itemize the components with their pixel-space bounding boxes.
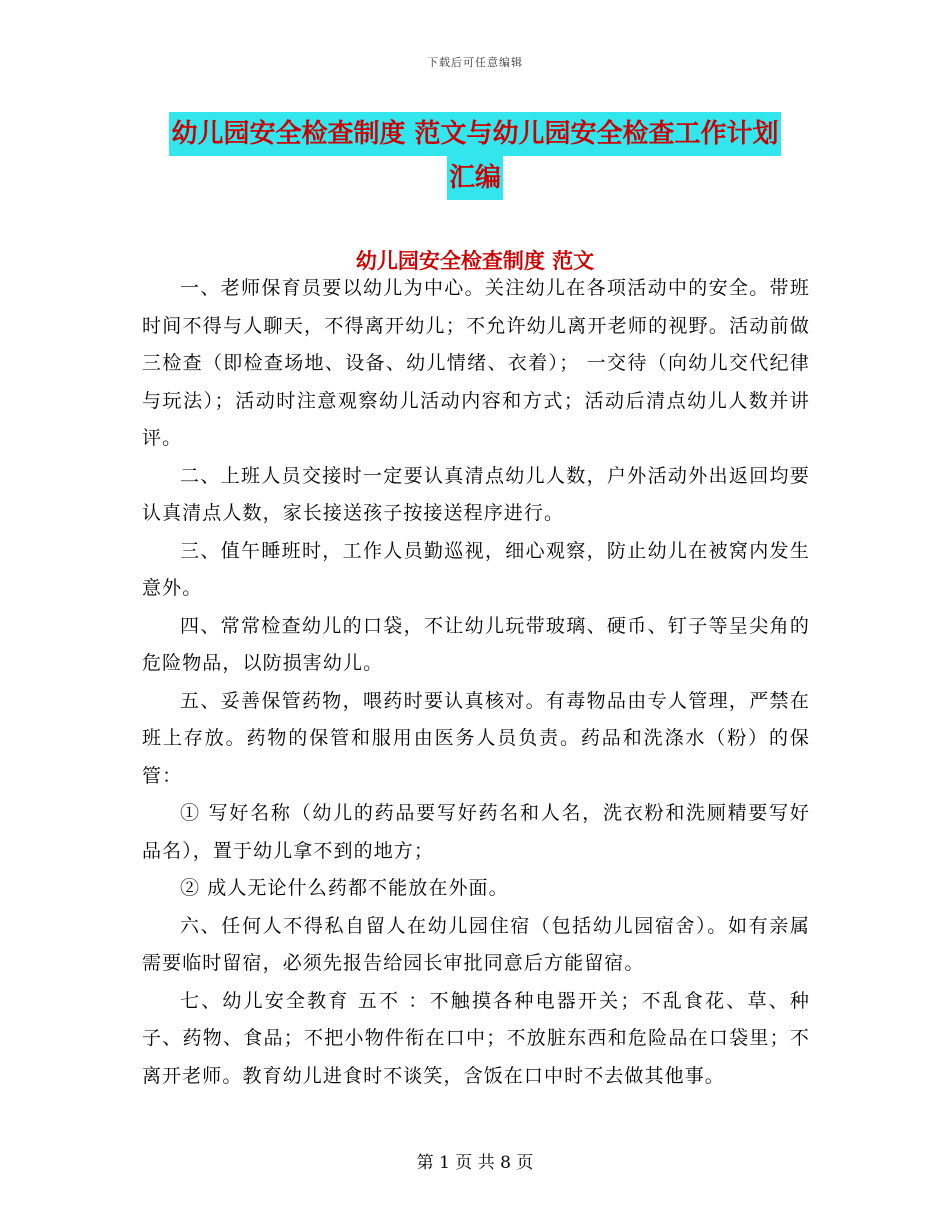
- document-body: [142, 270, 810, 1095]
- document-title-line-1: 幼儿园安全检查制度 范文与幼儿园安全检查工作计划: [169, 112, 780, 156]
- paragraph-1: 一、老师保育员要以幼儿为中心。关注幼儿在各项活动中的安全。带班时间不得与人聊天，不得离开幼儿；不允许幼儿离开老师的视野。活动前做 三检查（即检查场地、设备、幼儿情绪、衣着）； 一交待（向幼儿交代纪律与玩法）；活动时注意观察幼儿活动内容和方式；活动后清点幼儿人数并讲评。: [142, 277, 810, 449]
- paragraph-3: 三、值午睡班时，工作人员勤巡视，细心观察，防止幼儿在被窝内发生意外。: [142, 539, 810, 599]
- paragraph-5-item-1: ① 写好名称（幼儿的药品要写好药名和人名，洗衣粉和洗厕精要写好品名），置于幼儿拿不到的地方；: [142, 802, 810, 862]
- paragraph-7: 七、幼儿安全教育 五不 ：不触摸各种电器开关；不乱食花、草、种子、药物、食品；不把小物件衔在口中；不放脏东西和危险品在口袋里；不离开老师。教育幼儿进食时不谈笑，含饭在口中时不去做其他事。: [142, 989, 810, 1087]
- section-title: 幼儿园安全检查制度 范文: [355, 249, 595, 273]
- page-number: 第 1 页 共 8 页: [416, 1153, 534, 1173]
- document-title-line-2: 汇编: [447, 156, 503, 200]
- paragraph-6: 六、任何人不得私自留人在幼儿园住宿（包括幼儿园宿舍）。如有亲属需要临时留宿，必须先报告给园长审批同意后方能留宿。: [142, 914, 810, 974]
- paragraph-5-item-2: ② 成人无论什么药都不能放在外面。: [180, 877, 509, 899]
- paragraph-5: 五、妥善保管药物，喂药时要认真核对。有毒物品由专人管理，严禁在班上存放。药物的保管和服用由医务人员负责。药品和洗涤水（粉）的保管：: [142, 689, 810, 787]
- paragraph-4: 四、常常检查幼儿的口袋，不让幼儿玩带玻璃、硬币、钉子等呈尖角的危险物品，以防损害幼儿。: [142, 614, 810, 674]
- paragraph-2: 二、上班人员交接时一定要认真清点幼儿人数，户外活动外出返回均要认真清点人数，家长接送孩子按接送程序进行。: [142, 464, 810, 524]
- document-title: [0, 112, 950, 200]
- page-header-note: 下载后可任意编辑: [427, 56, 523, 69]
